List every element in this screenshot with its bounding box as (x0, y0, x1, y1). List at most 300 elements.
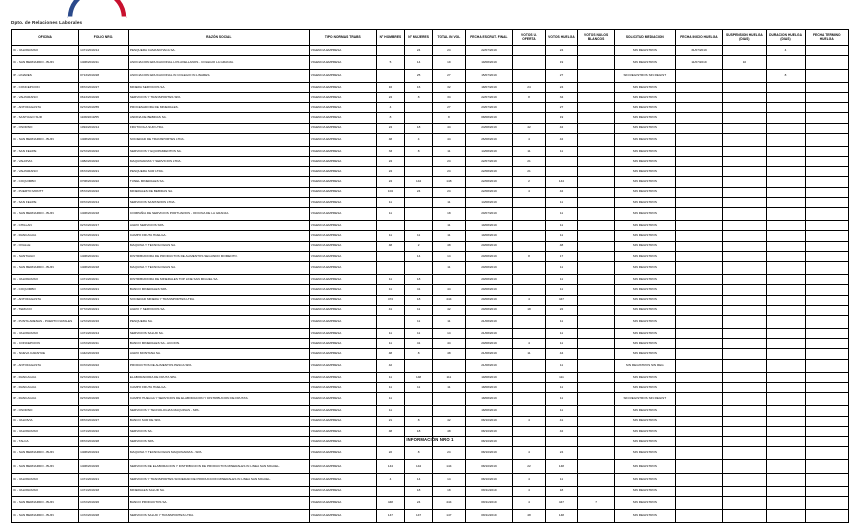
cell-folio: 1408/2019/18 (79, 208, 129, 221)
cell-votos-huelga: 11 (545, 393, 577, 406)
cell-votos-huelga: 11 (545, 275, 577, 285)
cell-votos-huelga: 27 (545, 103, 577, 113)
table-row[interactable] (12, 473, 849, 486)
cell-fecha-inicio-huelga (675, 231, 723, 241)
cell-suspension-huelga (723, 447, 766, 460)
cell-votos-huelga: 11 (545, 285, 577, 295)
cell-hombres: 42 (376, 359, 404, 372)
cell-votos-nulos (578, 133, 615, 146)
cell-solicitud-mediacion: SIN REGISTROS (615, 187, 676, 197)
table-row[interactable] (12, 208, 849, 221)
cell-votos-nulos (578, 372, 615, 382)
cell-total-invol: 24 (433, 167, 465, 177)
cell-votos-oferta (513, 383, 545, 393)
cell-mujeres (405, 406, 433, 416)
cell-fecha-inicio-huelga (675, 460, 723, 473)
cell-fecha-escrut: 26/08/2019 (465, 133, 513, 146)
cell-tipo-normas: VIGENCIA EMPRESA (309, 208, 376, 221)
dt-logo (56, 0, 146, 20)
cell-razon-social: TUNEL MINERALES SA. (128, 177, 309, 187)
cell-hombres: 104 (376, 187, 404, 197)
cell-suspension-huelga (723, 123, 766, 133)
cell-folio: 0713/2019/28 (79, 69, 129, 82)
cell-duracion-huelga (766, 241, 805, 251)
cell-folio: 1472/2019/26 (79, 496, 129, 509)
cell-votos-nulos (578, 359, 615, 372)
cell-total-invol: 44 (433, 133, 465, 146)
cell-folio: 0272/2019/21 (79, 231, 129, 241)
cell-fecha-escrut: 19/08/2019 (465, 372, 513, 382)
table-row[interactable] (12, 231, 849, 241)
cell-votos-nulos (578, 157, 615, 167)
cell-duracion-huelga (766, 406, 805, 416)
cell-mujeres: 147 (405, 510, 433, 523)
cell-mujeres: 11 (405, 231, 433, 241)
cell-votos-huelga: 148 (545, 460, 577, 473)
table-row[interactable] (12, 221, 849, 231)
cell-mujeres: 8 (405, 349, 433, 359)
cell-tipo-normas: VIGENCIA EMPRESA (309, 46, 376, 56)
cell-votos-nulos (578, 251, 615, 261)
cell-oficina: IP - SANTIAGO SUR (12, 113, 79, 123)
table-row[interactable] (12, 383, 849, 393)
table-row[interactable] (12, 69, 849, 82)
strike-report-table (11, 29, 849, 523)
cell-oficina: IC - SAN BERNARDO - BUIN (12, 496, 79, 509)
cell-fecha-escrut: 08/11/2019 (465, 510, 513, 523)
table-row[interactable] (12, 133, 849, 146)
cell-folio: 0272/2019/22 (79, 146, 129, 156)
cell-fecha-inicio-huelga (675, 82, 723, 92)
cell-razon-social: DISTRIBUIDORA DE MINERALES TOP LINE SAN MIGUEL SA. (128, 275, 309, 285)
cell-oficina: IP - VALDIVIA (12, 157, 79, 167)
table-row[interactable] (12, 261, 849, 274)
cell-hombres: 24 (376, 167, 404, 177)
cell-tipo-normas: VIGENCIA EMPRESA (309, 56, 376, 69)
col-header-oficina: OFICINA (12, 30, 79, 46)
table-row[interactable] (12, 113, 849, 123)
cell-hombres: 11 (376, 208, 404, 221)
cell-fecha-inicio-huelga (675, 197, 723, 207)
cell-votos-nulos (578, 305, 615, 315)
cell-total-invol: 18 (433, 208, 465, 221)
cell-total-invol: 148 (433, 177, 465, 187)
table-header (12, 30, 849, 46)
cell-votos-huelga: 18 (545, 486, 577, 496)
cell-razon-social: MAQUINARIAS Y SERVICIOS LTDA. (128, 157, 309, 167)
cell-duracion-huelga (766, 315, 805, 328)
cell-razon-social: MAQUINA Y TECNOLOGIAS SA. (128, 241, 309, 251)
cell-duracion-huelga (766, 416, 805, 426)
cell-hombres (376, 261, 404, 274)
cell-hombres: 24 (376, 157, 404, 167)
cell-duracion-huelga (766, 372, 805, 382)
cell-votos-oferta: 4 (513, 339, 545, 349)
table-row[interactable] (12, 359, 849, 372)
cell-folio: 0272/2019/21 (79, 372, 129, 382)
cell-duracion-huelga (766, 393, 805, 406)
table-row[interactable] (12, 275, 849, 285)
cell-votos-oferta: 24 (513, 82, 545, 92)
cell-total-invol: 11 (433, 231, 465, 241)
cell-total-invol: 24 (433, 187, 465, 197)
cell-tipo-normas: VIGENCIA EMPRESA (309, 103, 376, 113)
cell-votos-nulos (578, 329, 615, 339)
cell-votos-oferta: 4 (513, 295, 545, 305)
cell-fecha-escrut: 23/07/2019 (465, 103, 513, 113)
cell-suspension-huelga (723, 261, 766, 274)
cell-duracion-huelga (766, 460, 805, 473)
cell-solicitud-mediacion: SIN REGISTROS (615, 486, 676, 496)
cell-mujeres (405, 359, 433, 372)
cell-fecha-inicio-huelga (675, 275, 723, 285)
cell-votos-huelga: 11 (545, 339, 577, 349)
cell-tipo-normas: VIGENCIA EMPRESA (309, 157, 376, 167)
cell-oficina: IC - VALPARAISO (12, 426, 79, 436)
cell-total-invol: 32 (433, 82, 465, 92)
cell-fecha-escrut: 08/11/2019 (465, 486, 513, 496)
table-row[interactable] (12, 123, 849, 133)
col-header-duracion-huelga: DURACION HUELGA (DIAS) (766, 30, 805, 46)
cell-votos-oferta: 18 (513, 305, 545, 315)
table-row[interactable] (12, 460, 849, 473)
cell-oficina: IP - ANTOFAGASTA (12, 295, 79, 305)
cell-oficina: IP - VALPARAISO (12, 92, 79, 102)
table-row[interactable] (12, 56, 849, 69)
cell-fecha-escrut: 18/07/2019 (465, 82, 513, 92)
table-row[interactable] (12, 92, 849, 102)
cell-fecha-inicio-huelga (675, 315, 723, 328)
cell-duracion-huelga (766, 197, 805, 207)
cell-duracion-huelga (766, 496, 805, 509)
cell-total-invol: 11 (433, 146, 465, 156)
cell-votos-nulos (578, 123, 615, 133)
table-row[interactable] (12, 146, 849, 156)
cell-folio: 1272/2019/16 (79, 315, 129, 328)
cell-suspension-huelga (723, 406, 766, 416)
cell-total-invol (433, 359, 465, 372)
cell-hombres: 474 (376, 295, 404, 305)
cell-duracion-huelga (766, 103, 805, 113)
cell-folio: 1471/2019/11 (79, 275, 129, 285)
cell-solicitud-mediacion: SIN REGISTROS SIN REGIST (615, 393, 676, 406)
cell-mujeres: 24 (405, 46, 433, 56)
cell-oficina: IC - VALPARAISO (12, 46, 79, 56)
cell-fecha-termino-huelga (805, 305, 848, 315)
cell-folio: 0272/2019/11 (79, 241, 129, 251)
department-label: Dpto. de Relaciones Laborales (11, 20, 83, 25)
table-row[interactable] (12, 510, 849, 523)
cell-votos-oferta: 4 (513, 133, 545, 146)
cell-solicitud-mediacion: SIN REGISTROS (615, 208, 676, 221)
cell-solicitud-mediacion: SIN REGISTROS (615, 56, 676, 69)
strike-report-table-wrap (11, 29, 849, 523)
table-row[interactable] (12, 187, 849, 197)
cell-folio: 1094/2019/14 (79, 123, 129, 133)
cell-fecha-escrut: 21/08/2019 (465, 359, 513, 372)
cell-votos-huelga: 11 (545, 208, 577, 221)
cell-razon-social: SERVICIOS SALUD Y TRANSPORTES LTDA. (128, 510, 309, 523)
cell-votos-nulos (578, 261, 615, 274)
cell-total-invol: 42 (433, 416, 465, 426)
cell-fecha-termino-huelga (805, 167, 848, 177)
cell-hombres: 24 (376, 177, 404, 187)
col-header-suspension-huelga: SUSPENSION HUELGA (DIAS) (723, 30, 766, 46)
cell-fecha-inicio-huelga (675, 187, 723, 197)
cell-fecha-escrut: 18/08/2019 (465, 383, 513, 393)
cell-suspension-huelga (723, 231, 766, 241)
cell-fecha-inicio-huelga (675, 241, 723, 251)
cell-votos-oferta: 4 (513, 473, 545, 486)
cell-hombres: 24 (376, 92, 404, 102)
cell-tipo-normas: VIGENCIA EMPRESA (309, 261, 376, 274)
cell-mujeres (405, 157, 433, 167)
cell-votos-huelga: 11 (545, 383, 577, 393)
table-row[interactable] (12, 416, 849, 426)
cell-oficina: IP - RANCAGUA (12, 383, 79, 393)
cell-fecha-termino-huelga (805, 496, 848, 509)
cell-mujeres: 14 (405, 251, 433, 261)
cell-fecha-termino-huelga (805, 46, 848, 56)
table-row[interactable] (12, 329, 849, 339)
cell-suspension-huelga (723, 208, 766, 221)
cell-oficina: IP - VALPARAISO (12, 167, 79, 177)
cell-fecha-inicio-huelga (675, 261, 723, 274)
table-row[interactable] (12, 46, 849, 56)
cell-fecha-termino-huelga (805, 197, 848, 207)
table-row[interactable] (12, 406, 849, 416)
table-row[interactable] (12, 103, 849, 113)
cell-fecha-escrut: 20/08/2019 (465, 339, 513, 349)
cell-duracion-huelga (766, 339, 805, 349)
cell-duracion-huelga (766, 359, 805, 372)
cell-folio: 1472/2019/28 (79, 510, 129, 523)
cell-votos-oferta (513, 406, 545, 416)
cell-duracion-huelga (766, 510, 805, 523)
logo-arc-icon (56, 0, 146, 20)
table-row[interactable] (12, 251, 849, 261)
cell-suspension-huelga (723, 295, 766, 305)
cell-fecha-inicio-huelga (675, 496, 723, 509)
cell-hombres: 4 (376, 103, 404, 113)
table-row[interactable] (12, 197, 849, 207)
cell-razon-social: SERVICIOS Y TECNOLOGIAS MAQUINAS - SPA. (128, 406, 309, 416)
cell-total-invol: 27 (433, 69, 465, 82)
col-header-tipo-normas: TIPO NORMAS TRABS (309, 30, 376, 46)
cell-votos-oferta (513, 221, 545, 231)
cell-oficina: IC - SAN BERNARDO - BUIN (12, 460, 79, 473)
cell-fecha-inicio-huelga (675, 339, 723, 349)
cell-solicitud-mediacion: SIN REGISTROS (615, 436, 676, 446)
cell-oficina: IP - PUERTO MONTT (12, 187, 79, 197)
table-row[interactable] (12, 426, 849, 436)
cell-suspension-huelga (723, 339, 766, 349)
cell-votos-nulos (578, 92, 615, 102)
cell-solicitud-mediacion: SIN REGISTROS SIN REGIST (615, 69, 676, 82)
cell-razon-social: BANCO MINERALES SA - ACCION. (128, 339, 309, 349)
cell-folio: 1408/2019/18 (79, 261, 129, 274)
cell-fecha-inicio-huelga (675, 473, 723, 486)
cell-fecha-termino-huelga (805, 231, 848, 241)
table-row[interactable] (12, 241, 849, 251)
cell-mujeres: 2 (405, 241, 433, 251)
col-header-fecha-escrut: FECHA ESCRUT. FINAL (465, 30, 513, 46)
table-row[interactable] (12, 157, 849, 167)
cell-votos-huelga: 144 (545, 177, 577, 187)
cell-total-invol: 11 (433, 221, 465, 231)
cell-fecha-termino-huelga (805, 275, 848, 285)
cell-suspension-huelga (723, 359, 766, 372)
cell-mujeres: 11 (405, 305, 433, 315)
cell-fecha-escrut: 08/10/2019 (465, 426, 513, 436)
table-row[interactable] (12, 496, 849, 509)
cell-oficina: IP - PUNTA ARENAS - PUERTO NATALES (12, 315, 79, 328)
table-row[interactable] (12, 349, 849, 359)
cell-tipo-normas: VIGENCIA EMPRESA (309, 241, 376, 251)
cell-fecha-inicio-huelga: 31/07/2019 (675, 46, 723, 56)
cell-mujeres: 18 (405, 486, 433, 496)
cell-suspension-huelga (723, 285, 766, 295)
cell-fecha-escrut: 18/08/2019 (465, 393, 513, 406)
cell-solicitud-mediacion: SIN REGISTROS (615, 46, 676, 56)
cell-solicitud-mediacion: SIN REGISTROS (615, 305, 676, 315)
table-row[interactable] (12, 315, 849, 328)
cell-mujeres (405, 197, 433, 207)
cell-solicitud-mediacion: SIN REGISTROS (615, 177, 676, 187)
cell-solicitud-mediacion: SIN REGISTROS (615, 315, 676, 328)
cell-fecha-inicio-huelga: 11/07/2019 (675, 56, 723, 69)
table-row[interactable] (12, 305, 849, 315)
cell-razon-social: CAMPO FRUTA HUELGA. (128, 383, 309, 393)
cell-fecha-escrut: 20/08/2019 (465, 295, 513, 305)
cell-oficina: IC - SAN BERNARDO - BUIN (12, 208, 79, 221)
cell-duracion-huelga (766, 426, 805, 436)
cell-razon-social: SOCIEDAD DE TRANSPORTES LTDA. (128, 133, 309, 146)
cell-hombres: 48 (376, 349, 404, 359)
cell-oficina: IP - TEMUCO (12, 305, 79, 315)
cell-razon-social: MINERA SERVICIOS SA. (128, 82, 309, 92)
cell-fecha-inicio-huelga (675, 123, 723, 133)
table-row[interactable] (12, 82, 849, 92)
cell-duracion-huelga (766, 157, 805, 167)
cell-suspension-huelga (723, 329, 766, 339)
cell-razon-social: SOCIEDAD MINERA Y TRANSPORTES LTDA. (128, 295, 309, 305)
cell-fecha-termino-huelga (805, 177, 848, 187)
cell-razon-social: MINERALES DE BEBIDAS SA. (128, 187, 309, 197)
cell-suspension-huelga (723, 372, 766, 382)
cell-solicitud-mediacion: SIN REGISTROS (615, 339, 676, 349)
cell-fecha-escrut: 20/07/2019 (465, 208, 513, 221)
cell-mujeres (405, 393, 433, 406)
table-row[interactable] (12, 372, 849, 382)
cell-votos-nulos (578, 426, 615, 436)
cell-razon-social: ELABORADORA DE FRUTA SPA. (128, 372, 309, 382)
cell-solicitud-mediacion: SIN REGISTROS (615, 372, 676, 382)
cell-razon-social: SERVICIOS Y EQUIPAMIENTOS SA. (128, 146, 309, 156)
table-row[interactable] (12, 177, 849, 187)
cell-oficina: IC - SAN BERNARDO - BUIN (12, 56, 79, 69)
cell-fecha-escrut: 20/08/2019 (465, 261, 513, 274)
cell-razon-social: PESQUERA SUR LTDA. (128, 167, 309, 177)
cell-solicitud-mediacion: SIN REGISTROS (615, 447, 676, 460)
cell-hombres: 11 (376, 275, 404, 285)
cell-fecha-escrut: 08/10/2019 (465, 436, 513, 446)
cell-solicitud-mediacion: SIN REGISTROS (615, 146, 676, 156)
cell-suspension-huelga (723, 113, 766, 123)
cell-razon-social: CAMPO FRUTA HUELGA. (128, 231, 309, 241)
table-row[interactable] (12, 167, 849, 177)
col-header-razon-social: RAZÓN SOCIAL (128, 30, 309, 46)
cell-votos-nulos (578, 208, 615, 221)
cell-fecha-inicio-huelga (675, 167, 723, 177)
table-row[interactable] (12, 285, 849, 295)
cell-total-invol: 42 (433, 305, 465, 315)
cell-suspension-huelga (723, 486, 766, 496)
cell-folio: 0272/2019/26 (79, 393, 129, 406)
cell-suspension-huelga (723, 69, 766, 82)
cell-oficina: IP - ANTOFAGASTA (12, 359, 79, 372)
cell-votos-oferta (513, 285, 545, 295)
cell-suspension-huelga (723, 473, 766, 486)
cell-votos-nulos (578, 447, 615, 460)
cell-fecha-termino-huelga (805, 406, 848, 416)
cell-votos-oferta (513, 197, 545, 207)
table-row[interactable] (12, 295, 849, 305)
table-row[interactable] (12, 393, 849, 406)
cell-mujeres: 8 (405, 447, 433, 460)
cell-votos-huelga: 11 (545, 473, 577, 486)
cell-fecha-termino-huelga (805, 133, 848, 146)
cell-solicitud-mediacion: SIN REGISTROS (615, 406, 676, 416)
cell-votos-nulos (578, 103, 615, 113)
cell-fecha-termino-huelga (805, 329, 848, 339)
cell-oficina: IC - SAN BERNARDO - BUIN (12, 261, 79, 274)
cell-razon-social: SERVICIOS Y TRANSPORTES SPA. (128, 92, 309, 102)
cell-folio: 1471/2019/21 (79, 473, 129, 486)
cell-solicitud-mediacion: SIN REGISTROS (615, 261, 676, 274)
cell-votos-oferta (513, 241, 545, 251)
cell-razon-social: CAMPO HUELGA Y SERVICIOS DE ELABORACION Y DISTRIBUCION DE FRUTAS. (128, 393, 309, 406)
cell-suspension-huelga (723, 46, 766, 56)
cell-duracion-huelga (766, 113, 805, 123)
footer-note: INFORMACIÓN NRO 1 (406, 437, 454, 442)
cell-tipo-normas: VIGENCIA EMPRESA (309, 426, 376, 436)
cell-oficina: IP - OVALLE (12, 241, 79, 251)
cell-mujeres: 18 (405, 123, 433, 133)
table-row[interactable] (12, 447, 849, 460)
cell-votos-oferta: 22 (513, 460, 545, 473)
cell-mujeres: 144 (405, 460, 433, 473)
cell-solicitud-mediacion: SIN REGISTROS (615, 133, 676, 146)
cell-oficina: IP - SAN FELIPE (12, 197, 79, 207)
cell-tipo-normas: VIGENCIA EMPRESA (309, 123, 376, 133)
cell-folio: 0272/2019/26 (79, 406, 129, 416)
cell-fecha-termino-huelga (805, 123, 848, 133)
cell-tipo-normas: VIGENCIA EMPRESA (309, 133, 376, 146)
cell-solicitud-mediacion: SIN REGISTROS (615, 197, 676, 207)
cell-votos-huelga (545, 167, 577, 177)
cell-hombres (376, 221, 404, 231)
cell-total-invol: 27 (433, 103, 465, 113)
cell-hombres: 21 (376, 416, 404, 426)
table-row[interactable] (12, 486, 849, 496)
cell-total-invol: 48 (433, 426, 465, 436)
table-row[interactable] (12, 339, 849, 349)
cell-suspension-huelga (723, 146, 766, 156)
cell-razon-social: ASOCIACION EDUCACIONAL LOS AVELLANOS - COLEGIO LA GRANJA. (128, 56, 309, 69)
cell-total-invol: 11 (433, 315, 465, 328)
col-header-votos-huelga: VOTOS HUELGA (545, 30, 577, 46)
